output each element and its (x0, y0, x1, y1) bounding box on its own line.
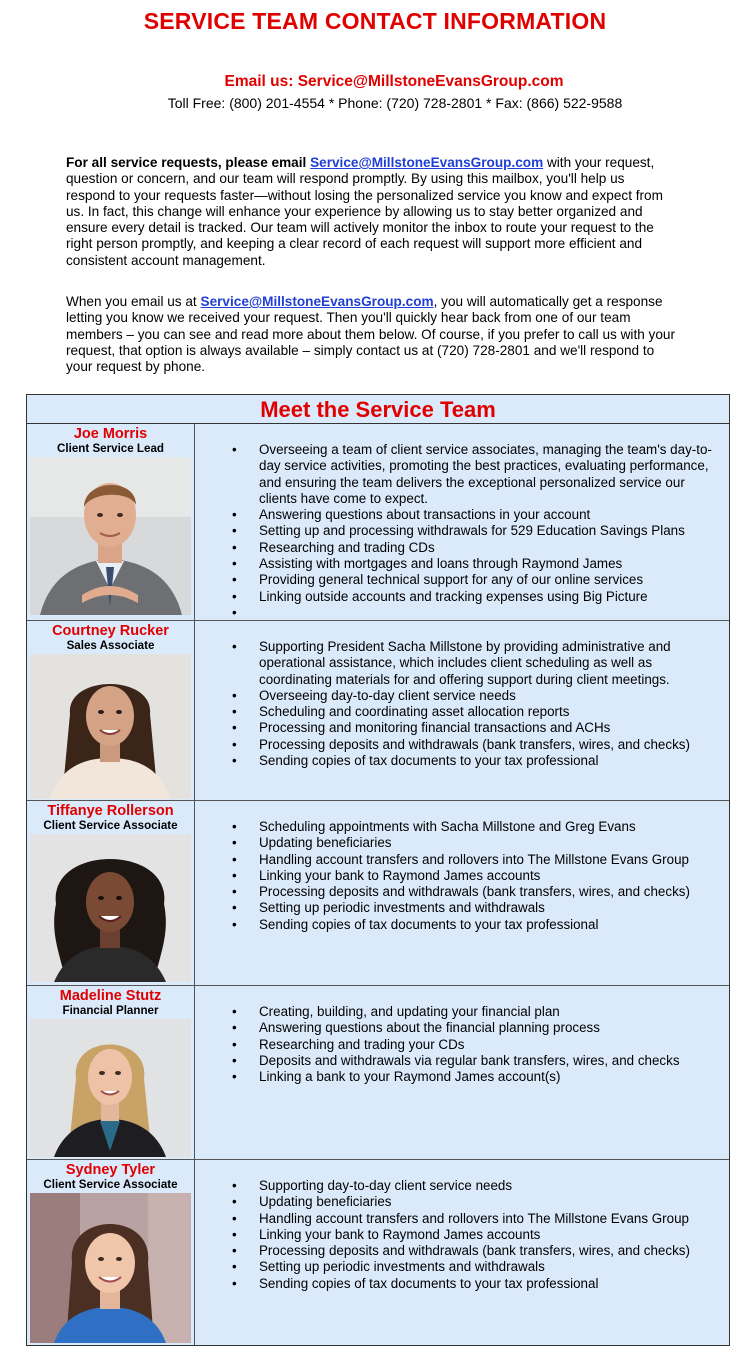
task-item: • Answering questions about the financial planning process (232, 1020, 722, 1036)
member-task-list (232, 1004, 722, 1085)
member-role: Sales Associate (66, 639, 155, 652)
team-member-row (27, 986, 729, 1160)
intro-p1-email-link[interactable]: Service@MillstoneEvansGroup.com (310, 155, 544, 170)
task-item: • Handling account transfers and rollovers into The Millstone Evans Group (232, 852, 722, 868)
intro-p2-start: When you email us at (66, 294, 201, 309)
task-item: • Processing deposits and withdrawals (bank transfers, wires, and checks) (232, 737, 722, 753)
task-item: • Sending copies of tax documents to your tax professional (232, 753, 722, 769)
member-name: Sydney Tyler (65, 1162, 156, 1178)
task-item: • Updating beneficiaries (232, 835, 722, 851)
team-member-row (27, 801, 729, 986)
task-item: • Linking outside accounts and tracking expenses using Big Picture (232, 589, 722, 605)
member-info-cell (27, 801, 195, 985)
member-role: Client Service Associate (43, 1178, 178, 1191)
member-task-list (232, 639, 722, 769)
task-item: • Updating beneficiaries (232, 1194, 722, 1210)
task-item: • Setting up periodic investments and withdrawals (232, 1259, 722, 1275)
service-email-link[interactable]: Service@MillstoneEvansGroup.com (297, 73, 564, 90)
member-info-cell (27, 986, 195, 1159)
member-name: Joe Morris (73, 426, 148, 442)
email-prefix: Email us: (224, 73, 298, 90)
task-item: • Sending copies of tax documents to your tax professional (232, 1276, 722, 1292)
task-item: • Providing general technical support for any of our online services (232, 572, 722, 588)
task-item: • Linking your bank to Raymond James accounts (232, 1227, 722, 1243)
task-item: • Processing deposits and withdrawals (bank transfers, wires, and checks) (232, 1243, 722, 1259)
member-photo (30, 1019, 191, 1157)
member-task-list (232, 819, 722, 933)
member-task-list (232, 442, 722, 621)
task-item: • Supporting day-to-day client service needs (232, 1178, 722, 1194)
task-item: • Overseeing a team of client service associates, managing the team's day-to-day service activities, promoting the best practices, evaluating performance, and ensuring the team delivers the exceptional personalized service our clients have come to expect. (232, 442, 722, 507)
contact-numbers: Toll Free: (800) 201-4554 * Phone: (720) 728-2801 * Fax: (866) 522-9588 (167, 95, 623, 111)
task-item: • Creating, building, and updating your financial plan (232, 1004, 722, 1020)
team-member-row (27, 621, 729, 801)
member-info-cell (27, 621, 195, 800)
task-item: • Overseeing day-to-day client service needs (232, 688, 722, 704)
member-photo (30, 457, 191, 615)
task-item: • Linking a bank to your Raymond James account(s) (232, 1069, 722, 1085)
task-item: • Processing and monitoring financial transactions and ACHs (232, 720, 722, 736)
task-item: • Scheduling and coordinating asset allocation reports (232, 704, 722, 720)
service-team-table (26, 394, 730, 1346)
intro-p2-email-link[interactable]: Service@MillstoneEvansGroup.com (200, 294, 434, 309)
member-photo (30, 1193, 191, 1343)
member-photo (30, 834, 191, 982)
task-item: • Deposits and withdrawals via regular bank transfers, wires, and checks (232, 1053, 722, 1069)
task-item: • Handling account transfers and rollovers into The Millstone Evans Group (232, 1211, 722, 1227)
task-item: • Linking your bank to Raymond James accounts (232, 868, 722, 884)
task-item: • Answering questions about transactions in your account (232, 507, 722, 523)
task-item: • Scheduling appointments with Sacha Millstone and Greg Evans (232, 819, 722, 835)
member-info-cell (27, 424, 195, 620)
member-name: Courtney Rucker (52, 623, 169, 639)
intro-p2-body: , you will automatically get a response letting you know we received your request. Then you'll quickly hear back from one of our team members – you can see and read more about them below. Of course, if you prefer to call us with your request, that option is always available – simply contact us at (720) 728-2801 and we'll respond to your request by phone. (66, 294, 676, 375)
member-task-list (232, 1178, 722, 1292)
member-role: Client Service Lead (57, 442, 164, 455)
page-title: SERVICE TEAM CONTACT INFORMATION (143, 8, 607, 34)
member-photo (30, 654, 191, 799)
team-heading: Meet the Service Team (27, 395, 729, 424)
task-item: • Setting up periodic investments and withdrawals (232, 900, 722, 916)
task-item: • Processing deposits and withdrawals (bank transfers, wires, and checks) (232, 884, 722, 900)
member-name: Madeline Stutz (59, 988, 162, 1004)
task-item: • Researching and trading CDs (232, 540, 722, 556)
task-item (232, 605, 722, 621)
task-item: • Sending copies of tax documents to your tax professional (232, 917, 722, 933)
member-info-cell (27, 1160, 195, 1345)
team-member-row (27, 1160, 729, 1345)
email-line (0, 73, 750, 91)
team-member-row (27, 424, 729, 621)
intro-paragraph-1 (66, 155, 676, 269)
task-item: • Assisting with mortgages and loans through Raymond James (232, 556, 722, 572)
member-role: Client Service Associate (43, 819, 178, 832)
intro-p1-bold: For all service requests, please email (66, 155, 311, 170)
task-item: • Setting up and processing withdrawals for 529 Education Savings Plans (232, 523, 722, 539)
member-name: Tiffanye Rollerson (47, 803, 174, 819)
member-role: Financial Planner (62, 1004, 159, 1017)
task-item: • Researching and trading your CDs (232, 1037, 722, 1053)
intro-p1-body: with your request, question or concern, and our team will respond promptly. By using this mailbox, you'll help us respond to your requests faster—without losing the personalized service you know and expect from us. In fact, this change will enhance your experience by allowing us to stay better organized and ensure every detail is tracked. Our team will actively monitor the inbox to route your request to the right person promptly, and keeping a clear record of each request will support more efficient and consistent account management. (66, 155, 663, 268)
intro-paragraph-2 (66, 294, 676, 375)
task-item: • Supporting President Sacha Millstone by providing administrative and operational assistance, which includes client scheduling as well as coordinating materials for and offering support during client meetings. (232, 639, 722, 688)
